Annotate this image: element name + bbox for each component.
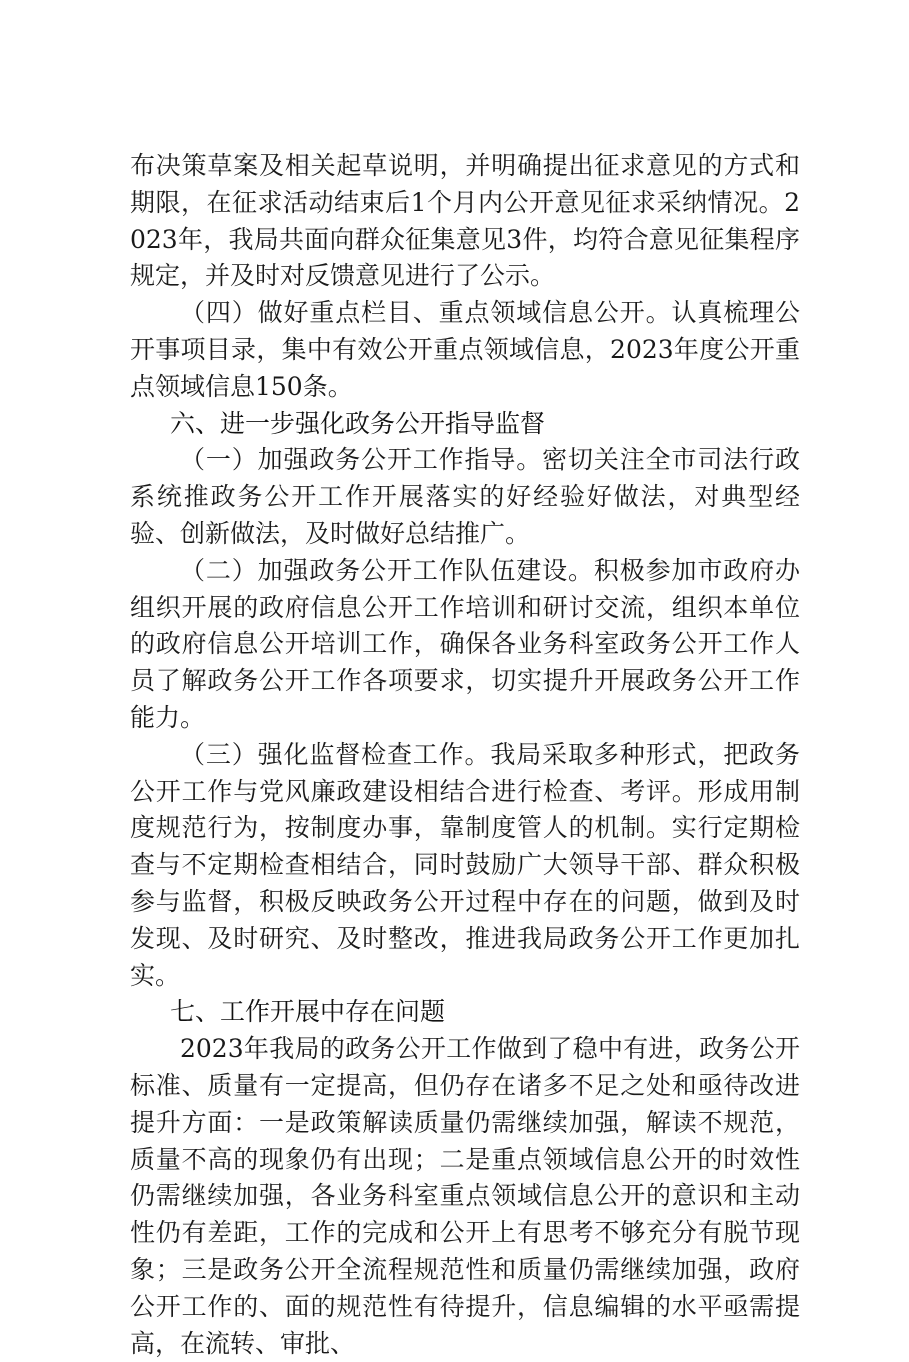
paragraph-guidance-body: 密切关注全市司法行政系统推政务公开工作开展落实的好经验好做法，对典型经验、创新做法，及时做好总结推广。 (130, 445, 800, 548)
paragraph-supervision-body: 我局采取多种形式，把政务公开工作与党风廉政建设相结合进行检查、考评。形成用制度规范行为，按制度办事，靠制度管人的机制。实行定期检查与不定期检查相结合，同时鼓励广大领导干部、群众积极参与监督，积极反映政务公开过程中存在的问题，做到及时发现、及时研究、及时整改，推进我局政务公开工作更加扎实。 (130, 739, 800, 990)
document-body (130, 148, 800, 1362)
paragraph-team-building (130, 553, 800, 737)
section-heading-six: 六、进一步强化政务公开指导监督 (170, 408, 546, 438)
paragraph-guidance (130, 442, 800, 552)
paragraph-key-areas (130, 295, 800, 405)
subheading-key-areas: （四）做好重点栏目、重点领域信息公开。 (180, 298, 672, 328)
paragraph-problems: 2023年我局的政务公开工作做到了稳中有进，政务公开标准、质量有一定提高，但仍存在诸多不足之处和亟待改进提升方面：一是政策解读质量仍需继续加强，解读不规范，质量不高的现象仍有出现；二是重点领域信息公开的时效性仍需继续加强，各业务科室重点领域信息公开的意识和主动性仍有差距，工作的完成和公开上有思考不够充分有脱节现象；三是政务公开全流程规范性和质量仍需继续加强，政府公开工作的、面的规范性有待提升，信息编辑的水平亟需提高，在流转、审批、 (130, 1034, 800, 1358)
section-heading-seven: 七、工作开展中存在问题 (170, 997, 446, 1027)
paragraph-team-building-body: 积极参加市政府办组织开展的政府信息公开工作培训和研讨交流，组织本单位的政府信息公开培训工作，确保各业务科室政务公开工作人员了解政务公开工作各项要求，切实提升开展政务公开工作能力。 (130, 555, 800, 732)
subheading-team-building: （二）加强政务公开工作队伍建设。 (180, 555, 594, 585)
subheading-guidance: （一）加强政务公开工作指导。 (180, 445, 543, 475)
subheading-supervision: （三）强化监督检查工作。 (180, 739, 491, 769)
paragraph-key-areas-body: 认真梳理公开事项目录，集中有效公开重点领域信息，2023年度公开重点领域信息150条。 (130, 298, 800, 401)
paragraph-supervision (130, 737, 800, 995)
paragraph-consultation: 布决策草案及相关起草说明，并明确提出征求意见的方式和期限，在征求活动结束后1个月内公开意见征求采纳情况。2023年，我局共面向群众征集意见3件，均符合意见征集程序规定，并及时对反馈意见进行了公示。 (130, 151, 800, 291)
